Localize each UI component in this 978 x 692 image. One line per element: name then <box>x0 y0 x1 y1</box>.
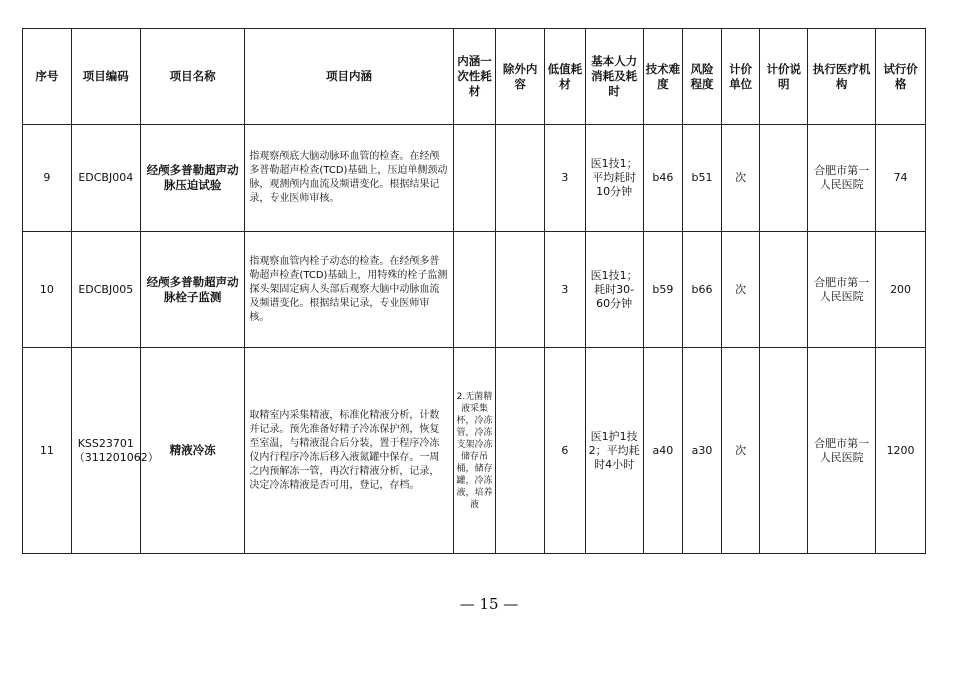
header-note: 计价说明 <box>760 29 808 125</box>
cell-consumables <box>453 232 496 348</box>
cell-unit: 次 <box>721 348 760 554</box>
cell-labor: 医1技1；耗时30-60分钟 <box>585 232 643 348</box>
header-labor: 基本人力消耗及耗时 <box>585 29 643 125</box>
cell-seq: 10 <box>23 232 72 348</box>
cell-low-value: 3 <box>545 125 586 232</box>
cell-note <box>760 125 808 232</box>
header-seq: 序号 <box>23 29 72 125</box>
cell-difficulty: b59 <box>643 232 683 348</box>
header-name: 项目名称 <box>140 29 245 125</box>
header-institution: 执行医疗机构 <box>808 29 876 125</box>
cell-consumables: 2.无菌精液采集杯，冷冻管，冷冻支架冷冻储存吊桶，储存罐，冷冻液，培养液 <box>453 348 496 554</box>
cell-institution: 合肥市第一人民医院 <box>808 348 876 554</box>
cell-low-value: 6 <box>545 348 586 554</box>
cell-price: 1200 <box>876 348 926 554</box>
cell-risk: b51 <box>683 125 722 232</box>
cell-unit: 次 <box>721 232 760 348</box>
price-table <box>22 28 926 554</box>
cell-content: 取精室内采集精液，标准化精液分析，计数并记录。预先准备好精子冷冻保护剂，恢复至室温，与精液混合后分装，置于程序冷冻仪内行程序冷冻后移入液氮罐中保存。一周之内预解冻一管，再次行精液分析，记录，决定冷冻精液是否可用，登记，存档。 <box>245 348 453 554</box>
header-low-value: 低值耗材 <box>545 29 586 125</box>
cell-price: 74 <box>876 125 926 232</box>
cell-risk: a30 <box>683 348 722 554</box>
cell-seq: 11 <box>23 348 72 554</box>
cell-name: 经颅多普勒超声动脉压迫试验 <box>140 125 245 232</box>
cell-code: EDCBJ004 <box>71 125 140 232</box>
cell-seq: 9 <box>23 125 72 232</box>
cell-excluded <box>496 348 545 554</box>
cell-note <box>760 232 808 348</box>
header-price: 试行价格 <box>876 29 926 125</box>
cell-excluded <box>496 125 545 232</box>
page-number: — 15 — <box>459 595 519 613</box>
cell-difficulty: a40 <box>643 348 683 554</box>
cell-code: EDCBJ005 <box>71 232 140 348</box>
table-row <box>23 125 926 232</box>
table-row <box>23 348 926 554</box>
header-difficulty: 技术难度 <box>643 29 683 125</box>
cell-institution: 合肥市第一人民医院 <box>808 232 876 348</box>
cell-note <box>760 348 808 554</box>
cell-unit: 次 <box>721 125 760 232</box>
table-header-row <box>23 29 926 125</box>
cell-labor: 医1技1；平均耗时10分钟 <box>585 125 643 232</box>
cell-name: 经颅多普勒超声动脉栓子监测 <box>140 232 245 348</box>
header-excluded: 除外内容 <box>496 29 545 125</box>
cell-risk: b66 <box>683 232 722 348</box>
cell-low-value: 3 <box>545 232 586 348</box>
cell-code: KSS23701（311201062） <box>71 348 140 554</box>
cell-consumables <box>453 125 496 232</box>
table-row <box>23 232 926 348</box>
cell-price: 200 <box>876 232 926 348</box>
cell-labor: 医1护1技2；平均耗时4小时 <box>585 348 643 554</box>
header-consumables: 内涵一次性耗材 <box>453 29 496 125</box>
header-unit: 计价单位 <box>721 29 760 125</box>
cell-name: 精液冷冻 <box>140 348 245 554</box>
cell-difficulty: b46 <box>643 125 683 232</box>
cell-content: 指观察颅底大脑动脉环血管的检查。在经颅多普勒超声检查(TCD)基础上，压迫单侧颈动脉，观测颅内血流及频谱变化。根据结果记录，专业医师审核。 <box>245 125 453 232</box>
header-code: 项目编码 <box>71 29 140 125</box>
cell-content: 指观察血管内栓子动态的检查。在经颅多普勒超声检查(TCD)基础上，用特殊的栓子监测探头架固定病人头部后观察大脑中动脉血流及频谱变化。根据结果记录，专业医师审核。 <box>245 232 453 348</box>
header-risk: 风险程度 <box>683 29 722 125</box>
header-content: 项目内涵 <box>245 29 453 125</box>
cell-institution: 合肥市第一人民医院 <box>808 125 876 232</box>
cell-excluded <box>496 232 545 348</box>
